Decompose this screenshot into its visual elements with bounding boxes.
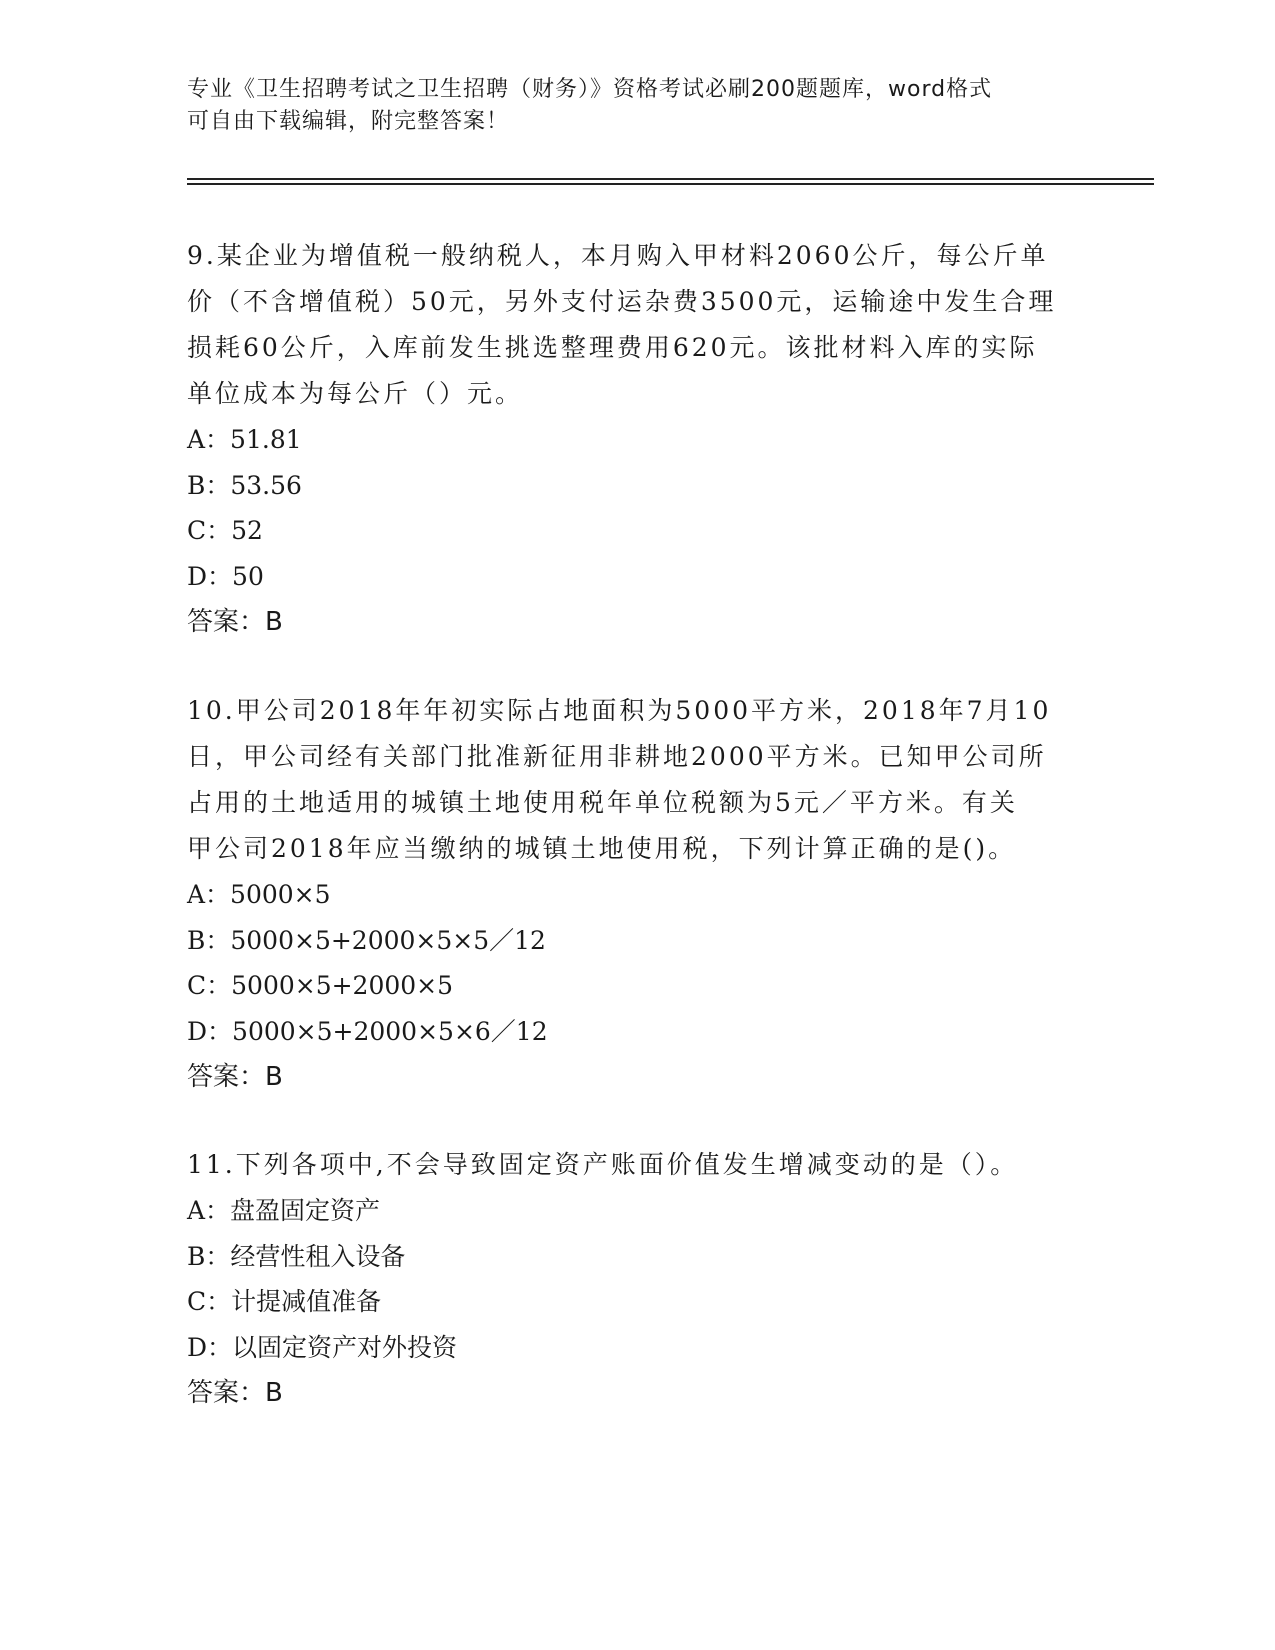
question-stem-line: 9.某企业为增值税一般纳税人，本月购入甲材料2060公斤，每公斤单 [187,241,1049,270]
option-d: D：50 [187,561,264,591]
question-stem-line: 单位成本为每公斤（）元。 [187,379,524,408]
option-a: A：5000×5 [187,880,331,909]
option-b: B：经营性租入设备 [187,1241,406,1271]
question-stem-line: 占用的土地适用的城镇土地使用税年单位税额为5元／平方米。有关 [187,788,1018,817]
option-c: C：5000×5+2000×5 [187,971,454,1000]
question-stem-line: 10.甲公司2018年年初实际占地面积为5000平方米，2018年7月10 [187,696,1052,725]
header-line: 专业《卫生招聘考试之卫生招聘（财务）》资格考试必刷200题题库，word格式 [187,77,993,102]
header-divider [187,183,1154,185]
option-d: D：5000×5+2000×5×6／12 [187,1016,548,1046]
answer-label: 答案：B [187,607,283,637]
option-c: C：52 [187,516,263,545]
answer-label: 答案：B [187,1378,283,1408]
question-stem-line: 日，甲公司经有关部门批准新征用非耕地2000平方米。已知甲公司所 [187,742,1047,771]
header-divider [187,178,1154,180]
question-10 [187,688,1087,1100]
option-b: B：5000×5+2000×5×5／12 [187,925,546,955]
question-stem-line: 甲公司2018年应当缴纳的城镇土地使用税，下列计算正确的是()。 [187,834,1017,863]
option-c: C：计提减值准备 [187,1287,382,1316]
option-d: D：以固定资产对外投资 [187,1332,458,1362]
document-header [187,74,1067,138]
option-a: A：51.81 [187,425,302,454]
question-stem-line: 价（不含增值税）50元，另外支付运杂费3500元，运输途中发生合理 [187,287,1057,316]
option-b: B：53.56 [187,470,302,500]
question-stem-line: 11.下列各项中,不会导致固定资产账面价值发生增减变动的是（）。 [187,1150,1019,1179]
question-stem-line: 损耗60公斤，入库前发生挑选整理费用620元。该批材料入库的实际 [187,333,1038,362]
question-11 [187,1142,1087,1416]
header-line: 可自由下载编辑，附完整答案！ [187,109,510,134]
answer-label: 答案：B [187,1062,283,1092]
option-a: A：盘盈固定资产 [187,1196,381,1225]
question-9 [187,233,1087,645]
